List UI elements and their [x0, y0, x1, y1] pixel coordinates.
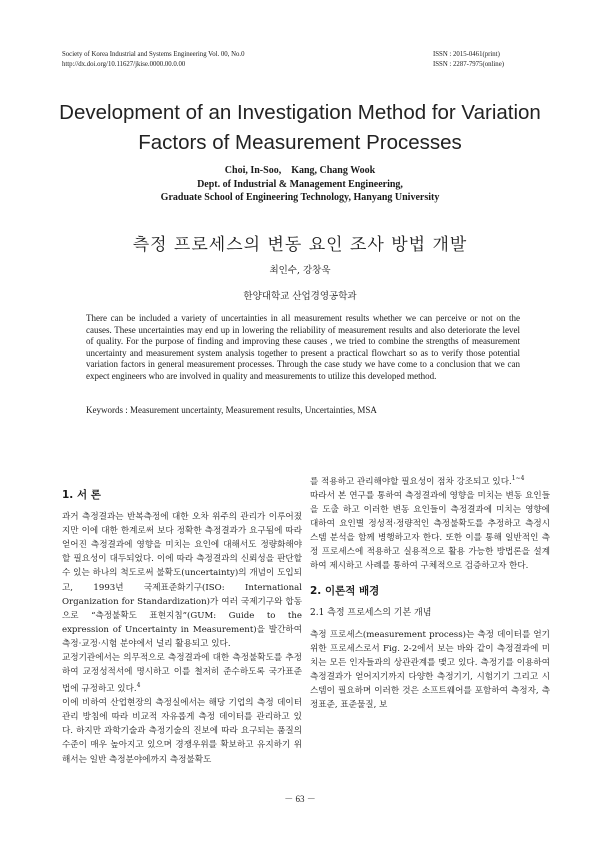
section-1-right-para-1-text: 를 적용하고 관리해야할 필요성이 점차 강조되고 있다.	[310, 476, 512, 487]
affiliation-ko: 한양대학교 산업경영공학과	[243, 291, 357, 302]
section-1-para-2	[62, 651, 302, 696]
journal-header	[62, 50, 244, 70]
doi-line: http://dx.doi.org/10.11627/jkise.0000.00.0.00	[62, 61, 186, 68]
keywords-text: Measurement uncertainty, Measurement results, Uncertainties, MSA	[130, 405, 377, 415]
issn-header	[433, 50, 504, 70]
paper-title-line-1: Development of an Investigation Method for Variation	[59, 101, 541, 124]
author-block-en	[40, 164, 560, 205]
citation-sup: 4	[136, 682, 141, 690]
section-1-para-1: 과거 측정결과는 반복측정에 대한 오차 위주의 관리가 이루어졌지만 이에 대한 한계로써 보다 정확한 측정결과가 요구됨에 따라 얻어진 측정결과에 영향을 미치는 요인에 대해서도 정량화해야 할 필요성이 대두되었다. 이에 따라 측정결과의 신뢰성을 판단할 수 있는 하나의 척도로써 불확도(uncertainty)의 개념이 도입되고, 1993년 국제표준화기구(ISO: International Organization for Standardization)가 여러 국제기구와 합동으로 “측정불확도 표현지침”(GUM: Guide to the expression of Uncertainty in Measurement)을 발간하여 측정·교정·시험 분야에서 널리 활용되고 있다.	[62, 512, 302, 649]
section-2-heading: 2. 이론적 배경	[310, 584, 380, 597]
section-1-right-para-2: 따라서 본 연구를 통하여 측정결과에 영향을 미치는 변동 요인들을 도출 하고 이러한 변동 요인들이 측정결과에 미치는 영향에 대하여 요인별 정성적·정량적인 측정불확도를 추정하고 측정시스템 분석을 함께 병행하고자 한다. 또한 이를 통해 일반적인 측정 프로세스에 적용하고 실용적으로 활용 가능한 방법론을 설계하여 제시하고 사례를 통하여 구체적으로 검증하고자 한다.	[310, 490, 550, 572]
section-2-1-heading: 2.1 측정 프로세스의 기본 개념	[310, 607, 432, 618]
paper-title-ko: 측정 프로세스의 변동 요인 조사 방법 개발	[132, 235, 468, 255]
section-2-para-1: 측정 프로세스(measurement process)는 측정 데이터를 얻기 위한 프로세스로서 Fig. 2-2에서 보는 바와 같이 측정결과에 미치는 모든 인자들과의 상관관계를 맺고 있다. 측정기를 이용하여 측정결과가 얻어지기까지 다양한 측정기기, 시험기기 그리고 시스템이 필요하며 이러한 것은 소프트웨어를 포함하여 측정자, 측정표준, 표준물질, 보	[310, 629, 550, 711]
citation-sup: 1~4	[511, 475, 525, 482]
right-column	[310, 472, 550, 712]
issn-online: ISSN : 2287-7975(online)	[433, 61, 504, 68]
keywords-line: Keywords : Measurement uncertainty, Measurement results, Uncertainties, MSA	[86, 405, 377, 415]
authors-en: Choi, In-Soo, Kang, Chang Wook	[224, 165, 376, 176]
affiliation-en-1: Dept. of Industrial & Management Engineering,	[197, 178, 403, 190]
keywords-label: Keywords	[86, 405, 123, 415]
paper-title-line-2: Factors of Measurement Processes	[138, 131, 462, 154]
paper-title-en	[40, 98, 560, 158]
page-number: － 63 －	[284, 794, 316, 804]
section-1-heading: 1. 서 론	[62, 489, 101, 501]
affiliation-en-2: Graduate School of Engineering Technology, Hanyang University	[160, 192, 440, 203]
issn-print: ISSN : 2015-0461(print)	[433, 51, 500, 58]
left-column	[62, 488, 302, 767]
section-1-para-2-text: 교정기관에서는 의무적으로 측정결과에 대한 측정불확도를 추정하여 교정성적서에 명시하고 이를 철저히 준수하도록 국가표준법에 규정하고 있다.	[62, 653, 302, 695]
authors-ko: 최인수, 강창욱	[269, 265, 331, 276]
abstract: There can be included a variety of uncertainties in all measurement results whether we can perceive or not on the causes. These uncertainties may end up in lowering the reliability of measurement results and also deteriorate the level of quality. For the purpose of finding and improving these causes , we tried to combine the strengths of measurement uncertainty and measurement system analysis together to present a practical flowchart so as to verify those potential variation factors in general measurement processes. Through the case study we have come to a conclusion that we can expect engineers who are involved in quality and measurements to utilize this developed method.	[86, 313, 520, 381]
section-1-para-3: 이에 비하여 산업현장의 측정실에서는 해당 기업의 측정 데이터 관리 방침에 따라 비교적 자유롭게 측정 데이터를 관리하고 있다. 하지만 과학기술과 측정기술의 진보에 따라 요구되는 품질의 수준이 매우 높아지고 있으며 경쟁우위를 확보하고 유지하기 위해서는 일반 측정분야에까지 측정불확도	[62, 698, 302, 765]
section-1-right-para-1	[310, 472, 550, 489]
journal-line: Society of Korea Industrial and Systems Engineering Vol. 00, No.0	[62, 51, 245, 58]
